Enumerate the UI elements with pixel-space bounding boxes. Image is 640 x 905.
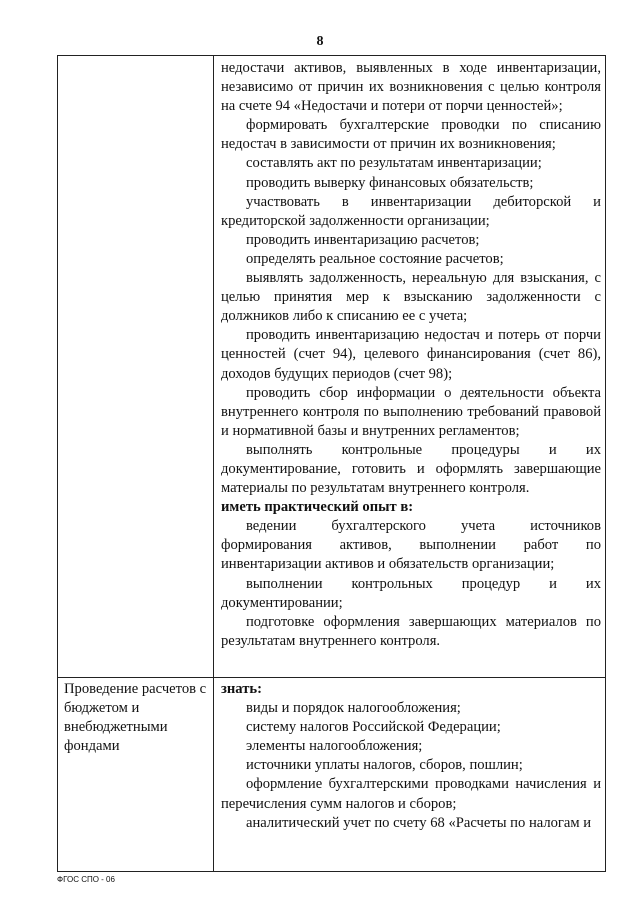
- requirement-paragraph: проводить сбор информации о деятельности объекта внутреннего контроля по выполнению требований правовой и нормативной базы и внутренних регламентов;: [221, 384, 601, 439]
- requirement-paragraph: аналитический учет по счету 68 «Расчеты по налогам и: [246, 814, 592, 831]
- requirement-paragraph: выявлять задолженность, нереальную для взыскания, с целью принятия мер к взысканию задолженности с должников либо к списанию ее с учета;: [221, 270, 601, 325]
- requirement-paragraph: иметь практический опыт в:: [221, 499, 414, 516]
- requirement-paragraph: источники уплаты налогов, сборов, пошлин;: [246, 757, 523, 774]
- competency-table: [57, 55, 606, 872]
- requirement-paragraph: недостачи активов, выявленных в ходе инвентаризации, независимо от причин их возникновения с целью контроля на счете 94 «Недостачи и потери от порчи ценностей»;: [221, 60, 601, 115]
- requirement-paragraph: проводить выверку финансовых обязательств;: [246, 174, 534, 191]
- row2-requirements-cell: [221, 680, 601, 833]
- requirement-paragraph: формировать бухгалтерские проводки по списанию недостач в зависимости от причин их возникновения;: [221, 117, 601, 153]
- column-divider: [213, 56, 214, 871]
- requirement-paragraph: элементы налогообложения;: [246, 738, 423, 755]
- requirement-paragraph: проводить инвентаризацию недостач и потерь от порчи ценностей (счет 94), целевого финансирования (счет 86), доходов будущих периодов (счет 98);: [221, 327, 601, 382]
- requirement-paragraph: оформление бухгалтерскими проводками начисления и перечисления сумм налогов и сборов;: [221, 776, 601, 812]
- requirement-paragraph: участвовать в инвентаризации дебиторской и кредиторской задолженности организации;: [221, 193, 601, 229]
- row2-activity-cell: Проведение расчетов с бюджетом и внебюджетными фондами: [64, 681, 207, 755]
- requirement-paragraph: определять реальное состояние расчетов;: [246, 250, 504, 267]
- footer-code: ФГОС СПО - 06: [57, 875, 115, 884]
- requirement-paragraph: ведении бухгалтерского учета источников формирования активов, выполнении работ по инвентаризации активов и обязательств организации;: [221, 518, 601, 573]
- row-divider: [58, 677, 605, 678]
- requirement-paragraph: виды и порядок налогообложения;: [246, 700, 461, 717]
- requirement-paragraph: выполнении контрольных процедур и их документировании;: [221, 575, 601, 611]
- requirement-paragraph: проводить инвентаризацию расчетов;: [246, 231, 480, 248]
- requirement-paragraph: знать:: [221, 681, 262, 697]
- page-number: 8: [316, 34, 324, 49]
- row1-requirements-cell: [221, 59, 601, 651]
- requirement-paragraph: выполнять контрольные процедуры и их документирование, готовить и оформлять завершающие материалы по результатам внутреннего контроля.: [221, 441, 601, 497]
- requirement-paragraph: составлять акт по результатам инвентаризации;: [246, 155, 542, 172]
- requirement-paragraph: подготовке оформления завершающих материалов по результатам внутреннего контроля.: [221, 613, 601, 649]
- requirement-paragraph: систему налогов Российской Федерации;: [246, 719, 501, 736]
